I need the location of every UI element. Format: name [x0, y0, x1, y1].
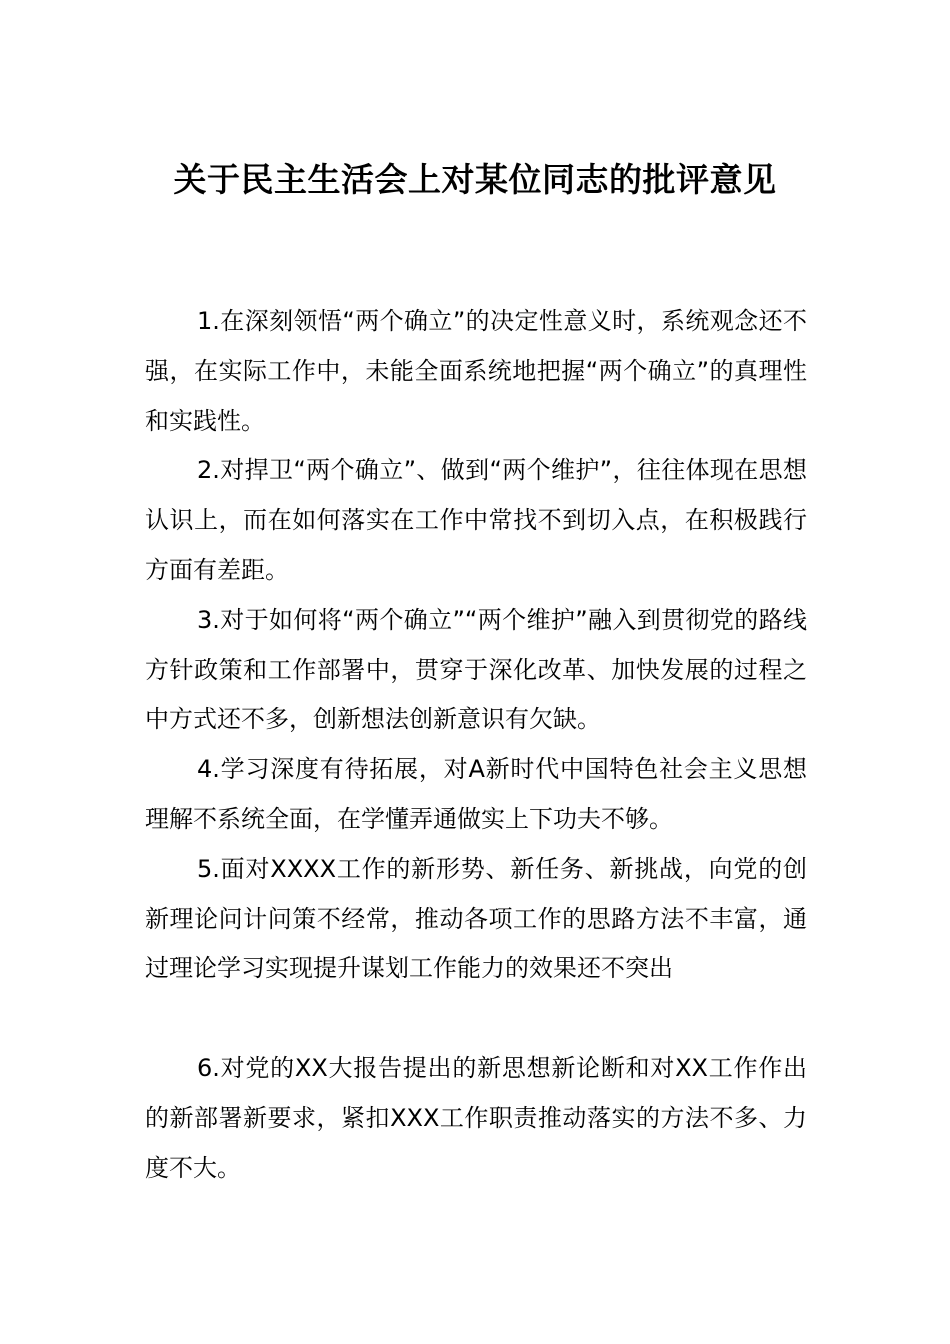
paragraph-4: 4.学习深度有待拓展，对A新时代中国特色社会主义思想理解不系统全面，在学懂弄通做实上下功夫不够。: [145, 755, 807, 833]
paragraph-gap: [145, 994, 807, 1044]
document-body: [145, 297, 807, 1193]
paragraph-6: 6.对党的XX大报告提出的新思想新论断和对XX工作作出的新部署新要求，紧扣XXX工作职责推动落实的方法不多、力度不大。: [145, 1053, 807, 1182]
paragraph-5: 5.面对XXXX工作的新形势、新任务、新挑战，向党的创新理论问计问策不经常，推动各项工作的思路方法不丰富，通过理论学习实现提升谋划工作能力的效果还不突出: [145, 854, 807, 983]
paragraph-3: 3.对于如何将“两个确立”“两个维护”融入到贯彻党的路线方针政策和工作部署中，贯穿于深化改革、加快发展的过程之中方式还不多，创新想法创新意识有欠缺。: [145, 605, 807, 734]
document-title: 关于民主生活会上对某位同志的批评意见: [173, 160, 777, 199]
paragraph-2: 2.对捍卫“两个确立”、做到“两个维护”，往往体现在思想认识上，而在如何落实在工作中常找不到切入点，在积极践行方面有差距。: [145, 456, 807, 584]
paragraph-1: 1.在深刻领悟“两个确立”的决定性意义时，系统观念还不强，在实际工作中，未能全面系统地把握“两个确立”的真理性和实践性。: [145, 307, 807, 435]
